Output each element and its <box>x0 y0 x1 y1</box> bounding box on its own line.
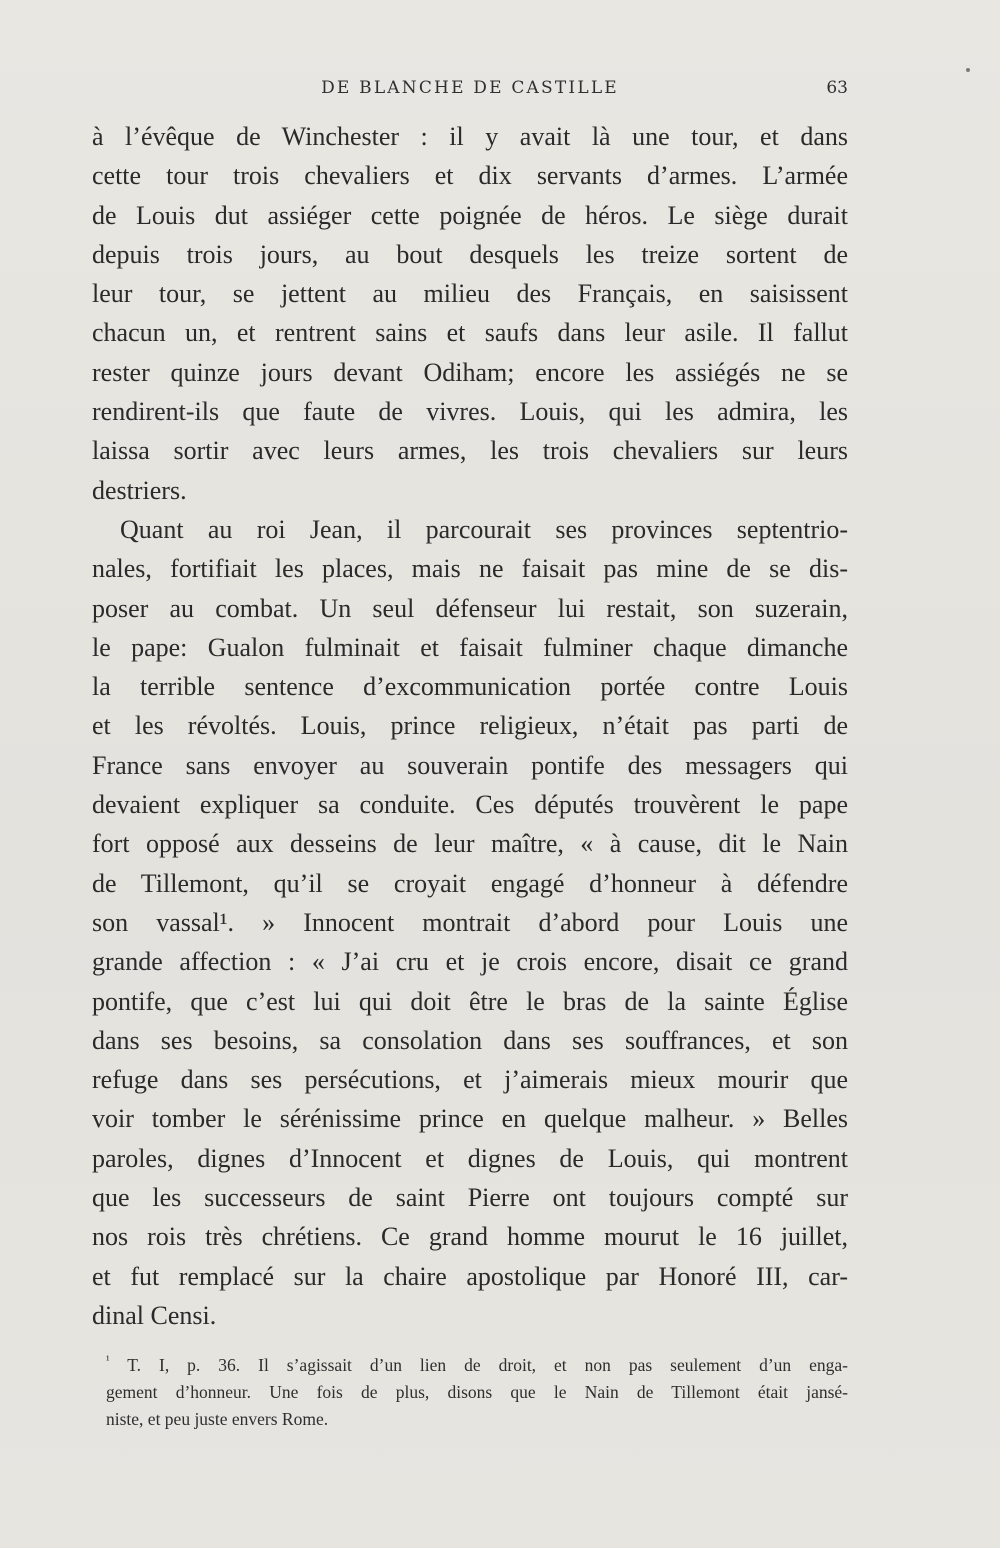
footnote-mark: ¹ <box>106 1353 110 1368</box>
text-line: rendirent-ils que faute de vivres. Louis, qui les admira, les <box>92 397 848 427</box>
text-line: dans ses besoins, sa consolation dans ses souffrances, et son <box>92 1025 848 1055</box>
text-line: refuge dans ses persécutions, et j’aimerais mieux mourir que <box>92 1065 848 1095</box>
text-line: la terrible sentence d’excommunication portée contre Louis <box>92 672 848 702</box>
text-line: de Louis dut assiéger cette poignée de héros. Le siège durait <box>92 200 848 230</box>
text-line: son vassal¹. » Innocent montrait d’abord pour Louis une <box>92 907 848 937</box>
text-line: à l’évêque de Winchester : il y avait là une tour, et dans <box>92 122 848 151</box>
text-line: destriers. <box>92 475 187 505</box>
text-line: nos rois très chrétiens. Ce grand homme mourut le 16 juillet, <box>92 1222 848 1252</box>
text-line: leur tour, se jettent au milieu des Français, en saisissent <box>92 279 848 309</box>
footnote <box>106 1352 848 1433</box>
text-line: et fut remplacé sur la chaire apostolique par Honoré III, car- <box>92 1261 848 1291</box>
text-line: France sans envoyer au souverain pontife des messagers qui <box>92 750 848 780</box>
page-speck <box>966 68 970 72</box>
text-line: laissa sortir avec leurs armes, les trois chevaliers sur leurs <box>92 436 848 466</box>
footnote-line: niste, et peu juste envers Rome. <box>106 1409 329 1429</box>
footnote-text: T. I, p. 36. Il s’agissait d’un lien de droit, et non pas seulement d’un enga- <box>127 1355 848 1375</box>
text-line: paroles, dignes d’Innocent et dignes de Louis, qui montrent <box>92 1143 848 1173</box>
footnote-line <box>106 1352 848 1379</box>
text-line: Quant au roi Jean, il parcourait ses provinces septentrio- <box>120 514 848 544</box>
running-header <box>92 76 848 100</box>
text-line: voir tomber le sérénissime prince en quelque malheur. » Belles <box>92 1104 848 1134</box>
text-line: de Tillemont, qu’il se croyait engagé d’honneur à défendre <box>92 868 848 898</box>
text-line: poser au combat. Un seul défenseur lui restait, son suzerain, <box>92 593 848 623</box>
text-line: devaient expliquer sa conduite. Ces députés trouvèrent le pape <box>92 790 848 820</box>
text-line: chacun un, et rentrent sains et saufs dans leur asile. Il fallut <box>92 318 848 348</box>
text-line: dinal Censi. <box>92 1300 217 1330</box>
text-line: rester quinze jours devant Odiham; encore les assiégés ne se <box>92 357 848 387</box>
text-line: pontife, que c’est lui qui doit être le bras de la sainte Église <box>92 986 848 1016</box>
body-text <box>92 117 848 1335</box>
running-title: DE BLANCHE DE CASTILLE <box>321 78 619 98</box>
page-number: 63 <box>826 78 848 98</box>
text-line: et les révoltés. Louis, prince religieux, n’était pas parti de <box>92 711 848 741</box>
text-line: nales, fortifiait les places, mais ne faisait pas mine de se dis- <box>92 554 848 584</box>
text-line: le pape: Gualon fulminait et faisait fulminer chaque dimanche <box>92 632 848 662</box>
footnote-line: gement d’honneur. Une fois de plus, disons que le Nain de Tillemont était jansé- <box>106 1382 848 1402</box>
text-line: que les successeurs de saint Pierre ont toujours compté sur <box>92 1183 848 1213</box>
text-line: fort opposé aux desseins de leur maître, « à cause, dit le Nain <box>92 829 848 859</box>
text-line: depuis trois jours, au bout desquels les treize sortent de <box>92 239 848 269</box>
text-line: cette tour trois chevaliers et dix servants d’armes. L’armée <box>92 161 848 191</box>
text-line: grande affection : « J’ai cru et je crois encore, disait ce grand <box>92 947 848 977</box>
